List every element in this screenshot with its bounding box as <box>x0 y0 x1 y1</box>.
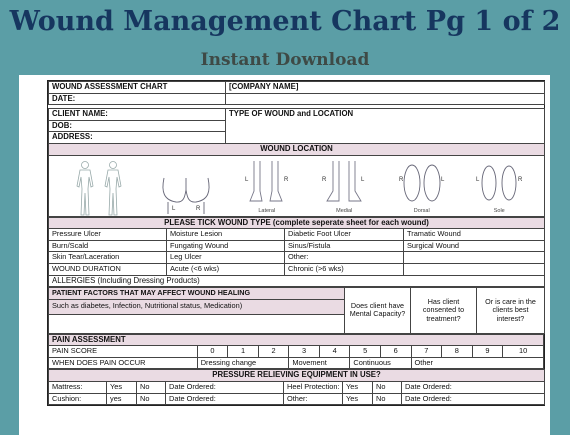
label-r: R <box>196 205 201 212</box>
pain-assessment-heading: PAIN ASSESSMENT <box>49 334 544 346</box>
other-no-option[interactable]: No <box>373 393 402 405</box>
equipment-table <box>48 369 545 405</box>
cushion-yes-option[interactable]: yes <box>107 393 137 405</box>
other-yes-option[interactable]: Yes <box>343 393 373 405</box>
chart-title: WOUND ASSESSMENT CHART <box>49 82 226 94</box>
heel-date-field[interactable]: Date Ordered: <box>402 382 545 394</box>
patient-factors-field[interactable] <box>49 314 345 333</box>
pain-score-option[interactable]: 0 <box>197 346 228 358</box>
other-date-field[interactable]: Date Ordered: <box>402 393 545 405</box>
medial-legs-figure <box>319 159 369 216</box>
dorsal-label: Dorsal <box>413 207 430 214</box>
wound-type-option[interactable]: Leg Ulcer <box>167 252 285 264</box>
pain-score-option[interactable]: 3 <box>289 346 320 358</box>
lateral-label: Lateral <box>258 207 276 214</box>
other-equipment-label: Other: <box>284 393 343 405</box>
wound-duration-label: WOUND DURATION <box>49 263 167 275</box>
wound-type-option[interactable]: Burn/Scald <box>49 240 167 252</box>
wound-type-option[interactable]: Tramatic Wound <box>404 229 545 241</box>
pain-dressing-change-option[interactable]: Dressing change <box>197 357 289 369</box>
svg-text:R: R <box>398 176 404 183</box>
wound-type-option[interactable]: Diabetic Foot Ulcer <box>285 229 404 241</box>
date-field[interactable]: DATE: <box>49 93 226 105</box>
wound-assessment-form <box>47 80 545 406</box>
best-interest-question[interactable]: Or is care in the clients best interest? <box>477 288 545 334</box>
body-figures-icon <box>69 160 131 216</box>
form-sheet <box>19 75 550 435</box>
pain-score-option[interactable]: 6 <box>380 346 411 358</box>
company-name: [COMPANY NAME] <box>226 82 545 94</box>
patient-factors-heading: PATIENT FACTORS THAT MAY AFFECT WOUND HEALING <box>49 288 345 300</box>
mattress-label: Mattress: <box>49 382 107 394</box>
pain-movement-option[interactable]: Movement <box>289 357 350 369</box>
svg-text:R: R <box>283 176 289 183</box>
pain-score-option[interactable]: 1 <box>228 346 259 358</box>
body-diagram-area[interactable] <box>49 155 545 216</box>
chronic-option[interactable]: Chronic (>6 wks) <box>285 263 404 275</box>
header-table <box>48 81 545 217</box>
mattress-no-option[interactable]: No <box>137 382 166 394</box>
lateral-legs-figure <box>242 159 292 216</box>
svg-text:L: L <box>244 176 249 183</box>
patient-factors-table <box>48 287 545 334</box>
address-field[interactable]: ADDRESS: <box>49 132 226 144</box>
pain-score-option[interactable]: 4 <box>319 346 350 358</box>
wound-type-table <box>48 217 545 288</box>
consent-question[interactable]: Has client consented to treatment? <box>411 288 477 334</box>
pain-score-option[interactable]: 8 <box>442 346 473 358</box>
cushion-no-option[interactable]: No <box>137 393 166 405</box>
sole-label: Sole <box>493 207 505 214</box>
acute-option[interactable]: Acute (<6 wks) <box>167 263 285 275</box>
pain-continuous-option[interactable]: Continuous <box>350 357 411 369</box>
pain-score-option[interactable]: 5 <box>350 346 381 358</box>
wound-type-option[interactable]: Skin Tear/Laceration <box>49 252 167 264</box>
pain-score-option[interactable]: 9 <box>472 346 503 358</box>
svg-text:R: R <box>518 176 523 183</box>
wound-type-option[interactable]: Pressure Ulcer <box>49 229 167 241</box>
sole-feet-figure <box>474 159 524 216</box>
heel-no-option[interactable]: No <box>373 382 402 394</box>
medial-label: Medial <box>336 207 353 214</box>
banner-subtitle: Instant Download <box>200 50 370 70</box>
wound-type-option[interactable]: Moisture Lesion <box>167 229 285 241</box>
mental-capacity-question[interactable]: Does client have Mental Capacity? <box>345 288 411 334</box>
cushion-label: Cushion: <box>49 393 107 405</box>
tick-wound-type-heading: PLEASE TICK WOUND TYPE (complete seperate sheet for each wound) <box>49 217 545 229</box>
patient-factors-examples: Such as diabetes, Infection, Nutritional status, Medication) <box>49 299 345 314</box>
heel-protection-label: Heel Protection: <box>284 382 343 394</box>
svg-text:L: L <box>361 176 365 183</box>
wound-type-option[interactable]: Sinus/Fistula <box>285 240 404 252</box>
label-l: L <box>172 205 176 212</box>
pain-score-label: PAIN SCORE <box>49 346 198 358</box>
wound-type-option[interactable]: Surgical Wound <box>404 240 545 252</box>
pain-score-option[interactable]: 7 <box>411 346 442 358</box>
dorsal-feet-figure <box>397 159 447 216</box>
pain-score-option[interactable]: 2 <box>258 346 289 358</box>
mattress-yes-option[interactable]: Yes <box>107 382 137 394</box>
heel-yes-option[interactable]: Yes <box>343 382 373 394</box>
pain-table <box>48 334 544 370</box>
cushion-date-field[interactable]: Date Ordered: <box>166 393 284 405</box>
svg-text:L: L <box>476 176 480 183</box>
pressure-equipment-heading: PRESSURE RELIEVING EQUIPMENT IN USE? <box>49 370 545 382</box>
banner-title: Wound Management Chart Pg 1 of 2 <box>9 6 561 37</box>
pain-other-option[interactable]: Other <box>411 357 543 369</box>
wound-type-option[interactable]: Other: <box>285 252 404 264</box>
pain-when-label: WHEN DOES PAIN OCCUR <box>49 357 198 369</box>
dob-field[interactable]: DOB: <box>49 120 226 132</box>
client-name-field[interactable]: CLIENT NAME: <box>49 109 226 121</box>
pain-score-option[interactable]: 10 <box>503 346 544 358</box>
type-of-wound-field[interactable]: TYPE OF WOUND and LOCATION <box>226 109 545 144</box>
svg-text:L: L <box>440 176 445 183</box>
allergies-field[interactable]: ALLERGIES (Including Dressing Products) <box>49 275 545 287</box>
wound-type-option[interactable] <box>404 252 545 264</box>
wound-location-heading: WOUND LOCATION <box>49 143 545 155</box>
wound-type-option[interactable]: Fungating Wound <box>167 240 285 252</box>
mattress-date-field[interactable]: Date Ordered: <box>166 382 284 394</box>
svg-text:R: R <box>322 176 327 183</box>
buttocks-figure-icon <box>158 172 214 216</box>
